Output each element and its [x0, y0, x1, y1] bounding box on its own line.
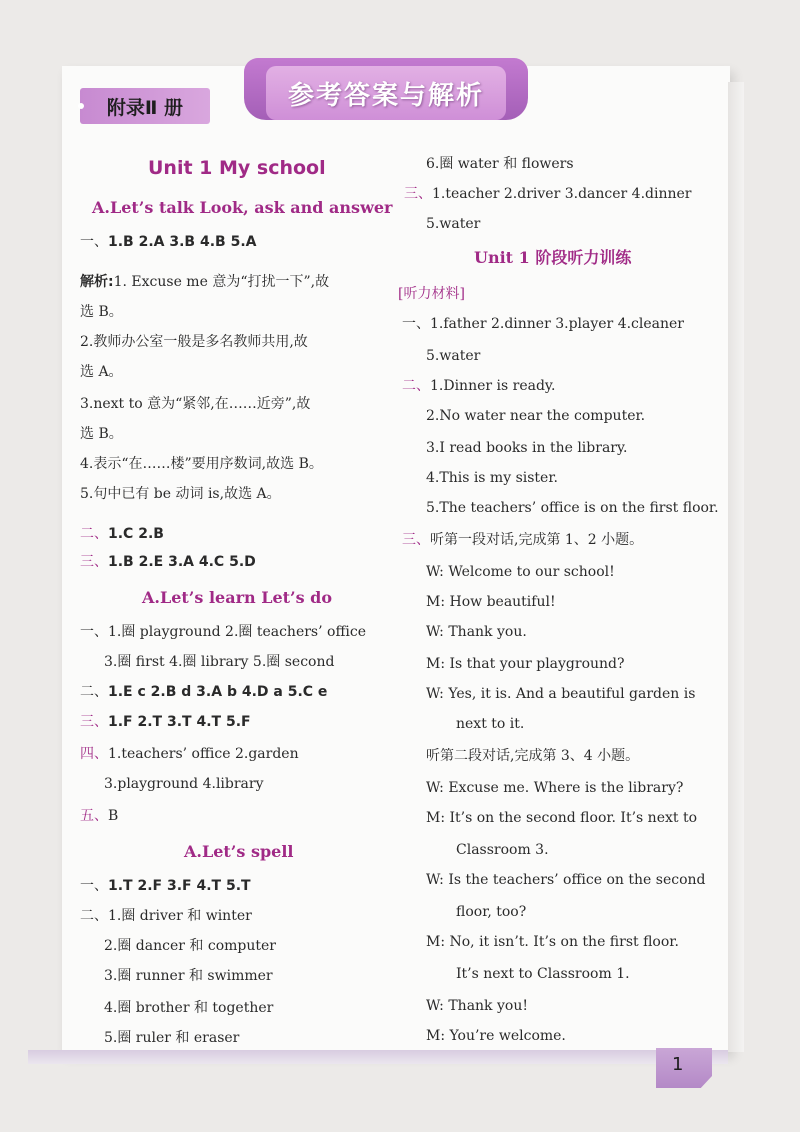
answer-line — [404, 184, 692, 204]
answers: 1.teacher 2.driver 3.dancer 4.dinner — [432, 186, 692, 202]
answer-line: 3.圈 first 4.圈 library 5.圈 second — [104, 654, 335, 670]
answer-line — [80, 744, 299, 764]
dialogue-line: W: Is the teachers’ office on the second — [426, 872, 706, 888]
dialogue-line: M: It’s on the second floor. It’s next to — [426, 810, 698, 826]
question-number: 二、 — [402, 378, 430, 394]
answers: 1.B 2.A 3.B 4.B 5.A — [108, 234, 257, 250]
dialogue-line: Classroom 3. — [456, 842, 549, 858]
answer-line: 5.water — [426, 348, 481, 364]
answers: 1.Dinner is ready. — [430, 378, 556, 394]
question-number: 一、 — [80, 624, 108, 640]
answer-line: 3.playground 4.library — [104, 776, 264, 792]
answer-line — [80, 524, 164, 544]
answer-line: 2.圈 dancer 和 computer — [104, 938, 276, 954]
analysis-line: 选 B。 — [80, 426, 123, 442]
question-number: 三、 — [404, 186, 432, 202]
answer-line: 5.water — [426, 216, 481, 232]
answers: 1.圈 driver 和 winter — [108, 908, 252, 924]
answers: 1.teachers’ office 2.garden — [108, 746, 299, 762]
analysis-text: 1. Excuse me 意为“打扰一下”,故 — [113, 274, 330, 290]
dialogue-line: W: Excuse me. Where is the library? — [426, 780, 684, 796]
answer-line — [80, 806, 118, 826]
page-title: 参考答案与解析 — [266, 66, 506, 120]
section-heading-talk: A.Let’s talk Look, ask and answer — [92, 198, 393, 217]
answer-line — [80, 712, 251, 732]
answer-line — [80, 622, 366, 642]
analysis-line: 选 A。 — [80, 364, 123, 380]
question-number: 二、 — [80, 908, 108, 924]
analysis-line: 5.句中已有 be 动词 is,故选 A。 — [80, 486, 281, 502]
page-edge — [728, 82, 744, 1052]
question-number: 一、 — [80, 878, 108, 894]
answer-line: 2.No water near the computer. — [426, 408, 646, 424]
answers: 1.father 2.dinner 3.player 4.cleaner — [430, 316, 684, 332]
answer-line: 6.圈 water 和 flowers — [426, 156, 574, 172]
analysis-line: 4.表示“在……楼”要用序数词,故选 B。 — [80, 456, 323, 472]
answer-line: 4.圈 brother 和 together — [104, 1000, 274, 1016]
dialogue-line: W: Thank you! — [426, 998, 528, 1014]
answer-line: 5.圈 ruler 和 eraser — [104, 1030, 240, 1046]
answer-line: 4.This is my sister. — [426, 470, 558, 486]
appendix-tag: 附录Ⅱ 册 — [80, 88, 210, 124]
question-number: 四、 — [80, 746, 108, 762]
answer-line — [80, 552, 256, 572]
analysis-line: 选 B。 — [80, 304, 123, 320]
analysis-line: 3.next to 意为“紧邻,在……近旁”,故 — [80, 396, 311, 412]
dialogue-line: M: Is that your playground? — [426, 656, 625, 672]
answers: 1.圈 playground 2.圈 teachers’ office — [108, 624, 366, 640]
answers: 1.B 2.E 3.A 4.C 5.D — [108, 554, 256, 570]
dialogue-line: W: Yes, it is. And a beautiful garden is — [426, 686, 696, 702]
answer-line — [402, 376, 555, 396]
question-number: 一、 — [80, 234, 108, 250]
question-number: 三、 — [80, 554, 108, 570]
answer-line: 3.圈 runner 和 swimmer — [104, 968, 273, 984]
section-heading-spell: A.Let’s spell — [184, 842, 294, 861]
answer-line — [80, 682, 327, 702]
question-number: 一、 — [402, 316, 430, 332]
unit-stage-heading: Unit 1 阶段听力训练 — [474, 248, 632, 267]
question-number: 五、 — [80, 808, 108, 824]
listening-label: [听力材料] — [398, 286, 465, 302]
answer-line — [80, 232, 256, 252]
dialogue-line: floor, too? — [456, 904, 527, 920]
dialogue-line: It’s next to Classroom 1. — [456, 966, 630, 982]
dialogue-line: W: Welcome to our school! — [426, 564, 615, 580]
analysis-line — [80, 272, 329, 292]
question-number: 三、 — [402, 532, 430, 548]
answers: 1.E c 2.B d 3.A b 4.D a 5.C e — [108, 684, 328, 700]
answer-line — [80, 906, 252, 926]
dialogue-line: M: You’re welcome. — [426, 1028, 566, 1044]
intro-text: 听第一段对话,完成第 1、2 小题。 — [430, 532, 644, 548]
answer-line — [402, 314, 684, 334]
answers: 1.T 2.F 3.F 4.T 5.T — [108, 878, 251, 894]
answer-line: 3.I read books in the library. — [426, 440, 628, 456]
intro-text: 听第二段对话,完成第 3、4 小题。 — [426, 748, 640, 764]
answer-line — [402, 530, 643, 550]
section-heading-learn: A.Let’s learn Let’s do — [142, 588, 333, 607]
analysis-label: 解析: — [80, 274, 114, 290]
analysis-line: 2.教师办公室一般是多名教师共用,故 — [80, 334, 308, 350]
answers: 1.C 2.B — [108, 526, 164, 542]
question-number: 二、 — [80, 684, 108, 700]
bottom-decor-bar — [28, 1050, 728, 1064]
question-number: 三、 — [80, 714, 108, 730]
tag-dot-icon — [78, 103, 84, 109]
dialogue-line: M: No, it isn’t. It’s on the first floor. — [426, 934, 679, 950]
dialogue-line: next to it. — [456, 716, 525, 732]
dialogue-line: M: How beautiful! — [426, 594, 556, 610]
answers: 1.F 2.T 3.T 4.T 5.F — [108, 714, 251, 730]
dialogue-line: W: Thank you. — [426, 624, 527, 640]
answers: B — [108, 808, 119, 824]
answer-line — [80, 876, 251, 896]
page-number: 1 — [672, 1054, 684, 1075]
question-number: 二、 — [80, 526, 108, 542]
answer-line: 5.The teachers’ office is on the first floor. — [426, 500, 719, 516]
unit-title: Unit 1 My school — [148, 157, 326, 179]
